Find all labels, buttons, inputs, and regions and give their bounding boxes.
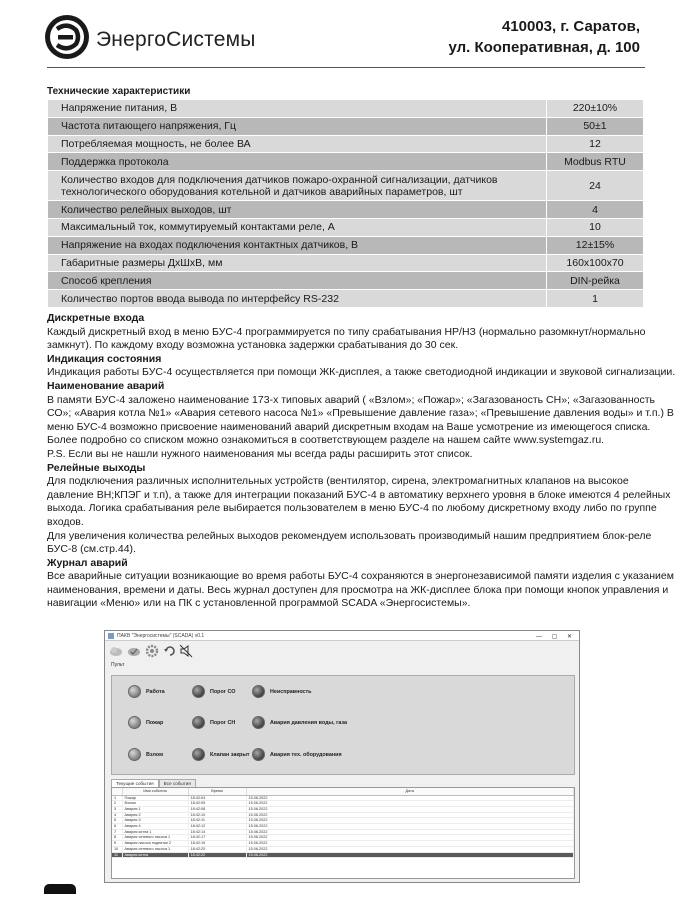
spec-label: Потребляемая мощность, не более ВА [48, 135, 547, 153]
table-cell: 6 [112, 824, 122, 830]
spec-value: 1 [547, 290, 644, 308]
spec-row [48, 117, 644, 135]
indicator [128, 748, 163, 761]
table-cell: 15.06.2022 [246, 824, 574, 830]
indicator-label: Авария тех. оборудования [270, 751, 342, 758]
table-cell: Пожар [122, 795, 188, 801]
table-cell: Авария котла 1 [122, 829, 188, 835]
company-name: ЭнергоСистемы [96, 28, 256, 51]
section-heading: Индикация состояния [47, 352, 162, 365]
company-address [448, 16, 640, 58]
spec-label: Количество входов для подключения датчиков пожаро-охранной сигнализации, датчиков технологического оборудования котельной и датчиков аварийных параметров, шт [48, 171, 547, 201]
menu-pult[interactable]: Пульт [111, 662, 125, 668]
column-header[interactable] [112, 788, 122, 795]
paragraph: Каждый дискретный вход в меню БУС-4 программируется по типу срабатывания НР/НЗ (нормально разомкнут/нормально замкнут). По каждому входу возможна установка задержки срабатывания до 30 сек. [47, 325, 646, 352]
column-header[interactable]: Время [188, 788, 246, 795]
spec-value: 50±1 [547, 117, 644, 135]
table-cell: Авария сетевого насоса 1 [122, 846, 188, 852]
table-cell: 18:42:14 [188, 829, 246, 835]
spec-label: Напряжение на входах подключения контактных датчиков, В [48, 236, 547, 254]
indicator-lamp-icon [128, 748, 141, 761]
paragraph: В памяти БУС-4 заложено наименование 173-х типовых аварий ( «Взлом»; «Пожар»; «Загазованость СН»; «Загазованность СО»; «Авария котла №1» «Авария сетевого насоса №1» «Превышение давление газа»; «Превышение давления воды» и т.п.) В меню БУС-4 возможно присвоение наименований аварий дискретным входам на Ваше усмотрение из имеющегося списка. [47, 393, 674, 433]
header-divider [47, 67, 645, 68]
table-cell: 18:42:10 [188, 812, 246, 818]
indicator [192, 716, 235, 729]
spec-value: 12 [547, 135, 644, 153]
indicator [192, 685, 235, 698]
table-cell: 9 [112, 841, 122, 847]
table-cell: 4 [112, 812, 122, 818]
spec-row [48, 272, 644, 290]
table-cell: 1 [112, 795, 122, 801]
indicator-label: Пожар [146, 719, 164, 726]
description [47, 312, 677, 611]
app-icon [108, 633, 114, 639]
spec-label: Максимальный ток, коммутируемый контактами реле, А [48, 218, 547, 236]
window-title: ПАКВ "Энергосистемы" (SCADA) v0.1 [117, 633, 205, 639]
section-heading: Релейные выходы [47, 461, 146, 474]
table-row[interactable] [112, 852, 574, 858]
table-cell: Авария 4 [122, 824, 188, 830]
indicator-lamp-icon [128, 716, 141, 729]
column-header[interactable]: Имя события [122, 788, 188, 795]
spec-value: Modbus RTU [547, 153, 644, 171]
indicator [192, 748, 250, 761]
indicator-lamp-icon [192, 748, 205, 761]
spec-value: 10 [547, 218, 644, 236]
table-cell: 18:42:22 [188, 852, 246, 858]
spec-label: Габаритные размеры ДхШхВ, мм [48, 254, 547, 272]
table-cell: Взлом [122, 801, 188, 807]
spec-row [48, 135, 644, 153]
spec-row [48, 201, 644, 219]
spec-value: 220±10% [547, 100, 644, 118]
table-cell: 18:42:04 [188, 795, 246, 801]
spec-row [48, 290, 644, 308]
table-cell: 15.06.2022 [246, 846, 574, 852]
table-cell: 11 [112, 852, 122, 858]
paragraph: Для подключения различных исполнительных устройств (вентилятор, сирена, электромагнитных клапанов на высокое давление ВН;КПЭГ и т.п), а также для интеграции показаний БУС-4 в автоматику верхнего уровня в блоке имеются 4 релейных выхода. Логика срабатывания реле выбирается пользователем в меню БУС-4 по любому дискретному входу либо по группе входов. [47, 475, 671, 528]
table-cell: 15.06.2022 [246, 818, 574, 824]
spec-value: 160х100х70 [547, 254, 644, 272]
table-cell: 3 [112, 806, 122, 812]
paragraph: Все аварийные ситуации возникающие во время работы БУС-4 сохраняются в энергонезависимой памяти изделия с указанием наименования, времени и даты. Весь журнал доступен для просмотра на ЖК-дисплее блока при помощи кнопок управления и навигации «Меню» или на ПК с установленной программой SCADA «Энергосистемы». [47, 570, 674, 610]
spec-row [48, 171, 644, 201]
table-cell: 10 [112, 846, 122, 852]
indicator [252, 685, 312, 698]
table-cell: Авария сетевого насоса 1 [122, 835, 188, 841]
table-cell: 18:42:17 [188, 835, 246, 841]
table-cell: 15.06.2022 [246, 806, 574, 812]
table-cell: 18:42:11 [188, 818, 246, 824]
section-heading: Наименование аварий [47, 379, 165, 392]
spec-row [48, 153, 644, 171]
indicator-label: Клапан закрыт [210, 751, 250, 758]
indicator [252, 748, 342, 761]
table-cell: Авария 1 [122, 806, 188, 812]
spec-label: Способ крепления [48, 272, 547, 290]
spec-value: 4 [547, 201, 644, 219]
indicator-label: Авария давления воды, газа [270, 719, 348, 726]
indicator-label: Неисправность [270, 688, 312, 695]
toolbar [105, 641, 579, 661]
table-cell: 15.06.2022 [246, 829, 574, 835]
table-cell: 7 [112, 829, 122, 835]
window-controls[interactable]: — ▢ ✕ [535, 634, 576, 640]
spec-label: Напряжение питания, В [48, 100, 547, 118]
specs-title: Технические характеристики [47, 86, 191, 97]
section-heading: Журнал аварий [47, 556, 128, 569]
spec-label: Количество релейных выходов, шт [48, 201, 547, 219]
table-cell: 15.06.2022 [246, 801, 574, 807]
table-cell: 18:42:05 [188, 801, 246, 807]
indicator-lamp-icon [192, 716, 205, 729]
cloud-icon[interactable] [109, 644, 123, 658]
indicator-lamp-icon [128, 685, 141, 698]
column-header[interactable]: Дата [246, 788, 574, 795]
table-cell: 8 [112, 835, 122, 841]
events-table-container [111, 787, 575, 879]
spec-row [48, 218, 644, 236]
paragraph: Для увеличения количества релейных выходов рекомендуем использовать производимый нашим предприятием блок-реле БУС-8 (см.стр.44). [47, 529, 652, 556]
page-header [40, 14, 640, 64]
indicator [128, 685, 165, 698]
address-line-1: 410003, г. Саратов, [501, 18, 640, 35]
table-cell: Авария 3 [122, 818, 188, 824]
page-number-tab [44, 884, 76, 894]
event-tabs [111, 779, 196, 787]
indicator-label: Взлом [146, 751, 164, 758]
table-cell: Авария 2 [122, 812, 188, 818]
indicator-panel [111, 675, 575, 775]
table-cell: 15.06.2022 [246, 812, 574, 818]
table-cell: 15.06.2022 [246, 841, 574, 847]
paragraph: Более подробно со списком можно ознакомиться в соответствующем разделе на нашем сайте www.systemgaz.ru. [47, 434, 605, 447]
table-cell: 18:42:20 [188, 846, 246, 852]
company-logo-icon [44, 14, 90, 60]
table-cell: Авария насоса подпитки 2 [122, 841, 188, 847]
scada-screenshot [104, 630, 580, 883]
indicator-lamp-icon [252, 716, 265, 729]
tab-all-events[interactable]: Все события [159, 779, 196, 787]
table-cell: 2 [112, 801, 122, 807]
table-cell: 18:42:08 [188, 806, 246, 812]
spec-label: Поддержка протокола [48, 153, 547, 171]
address-line-2: ул. Кооперативная, д. 100 [448, 39, 640, 56]
spec-value: 12±15% [547, 236, 644, 254]
sound-mute-icon[interactable] [179, 644, 193, 658]
table-cell: 15.06.2022 [246, 852, 574, 858]
indicator [128, 716, 163, 729]
table-cell: 15.06.2022 [246, 795, 574, 801]
spec-label: Количество портов ввода вывода по интерфейсу RS-232 [48, 290, 547, 308]
refresh-icon[interactable] [163, 644, 177, 658]
indicator-lamp-icon [252, 685, 265, 698]
indicator-lamp-icon [192, 685, 205, 698]
indicator [252, 716, 347, 729]
spec-value: DIN-рейка [547, 272, 644, 290]
events-table [112, 788, 574, 858]
table-cell: 15.06.2022 [246, 835, 574, 841]
spec-row [48, 254, 644, 272]
table-cell: 18:42:19 [188, 841, 246, 847]
paragraph: Индикация работы БУС-4 осуществляется при помощи ЖК-дисплея, а также светодиодной индикации и звуковой сигнализации. [47, 366, 676, 379]
cloud-check-icon[interactable] [127, 644, 141, 658]
specs-table [47, 99, 644, 308]
indicator-label: Порог СО [210, 688, 236, 695]
gear-icon[interactable] [145, 644, 159, 658]
tab-current-events[interactable]: Текущие события [111, 779, 159, 787]
spec-value: 24 [547, 171, 644, 201]
paragraph: P.S. Если вы не нашли нужного наименования мы всегда рады расширить этот список. [47, 447, 473, 460]
spec-row [48, 236, 644, 254]
spec-label: Частота питающего напряжения, Гц [48, 117, 547, 135]
indicator-label: Порог СН [210, 719, 236, 726]
section-heading: Дискретные входа [47, 312, 145, 324]
window-titlebar [105, 631, 579, 641]
indicator-lamp-icon [252, 748, 265, 761]
table-cell: 18:42:12 [188, 824, 246, 830]
table-cell: Авария котла [122, 852, 188, 858]
spec-row [48, 100, 644, 118]
table-cell: 5 [112, 818, 122, 824]
indicator-label: Работа [146, 688, 165, 695]
